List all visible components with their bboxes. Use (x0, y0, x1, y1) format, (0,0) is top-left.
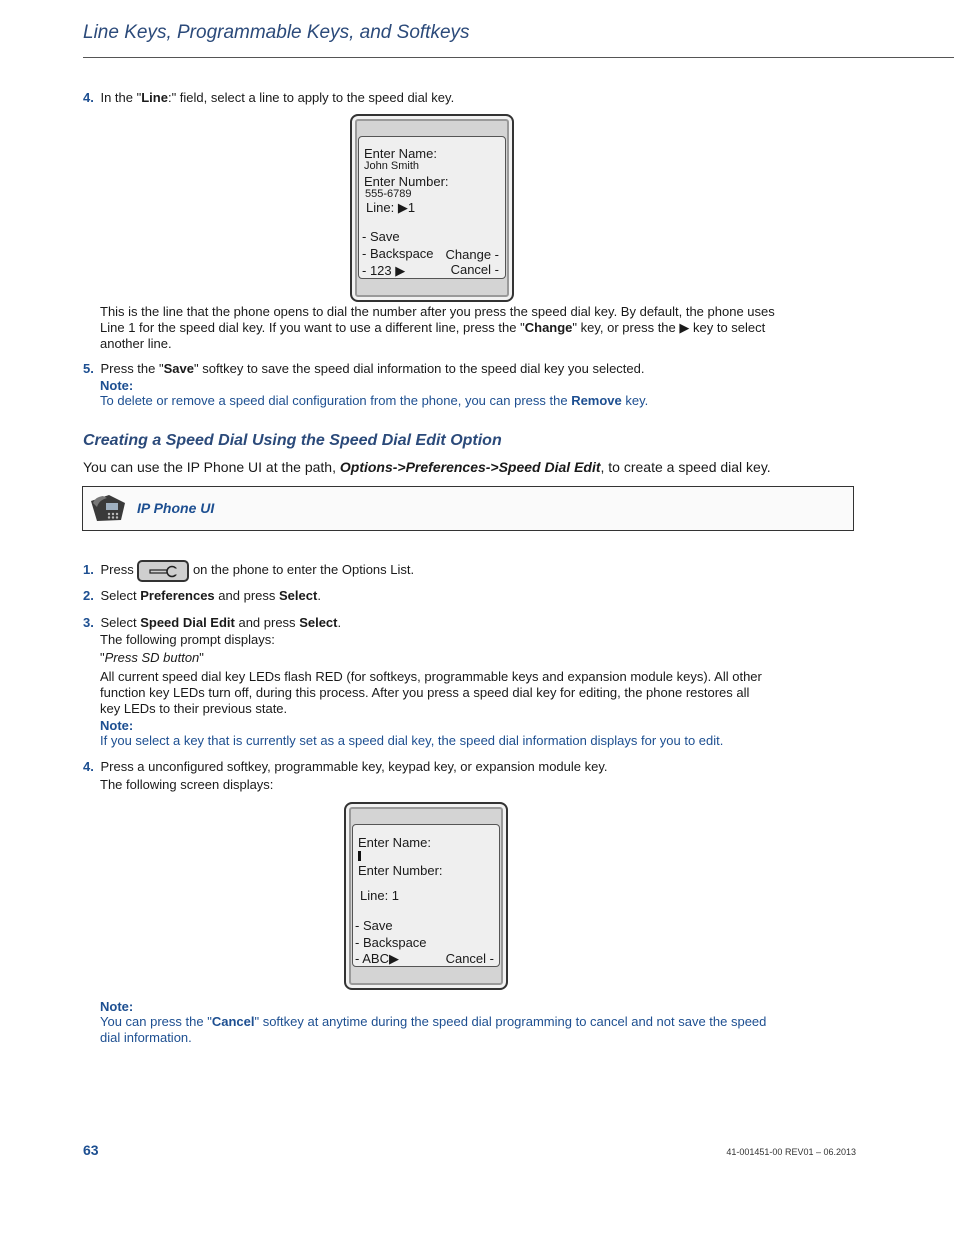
step-text: . (317, 588, 321, 603)
step-text: Select (100, 588, 141, 603)
prompt-text: Press SD button (104, 650, 200, 665)
desk-phone-icon (87, 493, 127, 523)
step-text: :" field, select a line to apply to the speed dial key. (167, 90, 455, 105)
step-text: Press the " (100, 361, 164, 376)
lcd-softkey-cancel: Cancel - (445, 951, 494, 966)
lcd-softkey-mode (362, 263, 405, 279)
lcd-mode-label: - ABC (355, 951, 389, 966)
lcd-line-row (366, 200, 415, 216)
step-number: 4. (83, 759, 94, 774)
step-number: 5. (83, 361, 94, 376)
lcd-enter-name: Enter Name: (364, 146, 437, 161)
step-text: on the phone to enter the Options List. (192, 562, 415, 577)
note-span: You can press the " (100, 1014, 212, 1029)
lcd-softkey-save: - Save (355, 918, 393, 933)
document-id: 41-001451-00 REV01 – 06.2013 (726, 1147, 856, 1157)
para-line: All current speed dial key LEDs flash RED (for softkeys, programmable keys and expansion module keys). All other (100, 669, 762, 684)
lcd-softkey-save: - Save (362, 229, 400, 244)
step-1-line (83, 559, 414, 582)
para-text: key to select (693, 320, 766, 335)
lcd-softkey-change: Change - (445, 247, 499, 262)
note-bold: Remove (571, 393, 622, 408)
lcd-softkey-backspace: - Backspace (362, 246, 434, 261)
step-number: 4. (83, 90, 94, 105)
right-arrow-icon: ▶ (388, 951, 399, 966)
section-intro (83, 459, 771, 475)
para-text: Line 1 for the speed dial key. If you want to use a different line, press the " (100, 320, 525, 335)
lcd-enter-number: Enter Number: (358, 863, 443, 878)
intro-text: , to create a speed dial key. (600, 459, 771, 475)
lcd-softkey-cancel: Cancel - (450, 262, 499, 277)
step-text: Select (100, 615, 141, 630)
step-3-prompt (100, 650, 204, 666)
lcd-enter-name: Enter Name: (358, 835, 431, 850)
page-number: 63 (83, 1142, 99, 1158)
step-bold: Select (279, 588, 318, 603)
ip-phone-ui-label: IP Phone UI (137, 500, 215, 516)
lcd-display (352, 824, 500, 967)
step-bold: Save (163, 361, 194, 376)
page-header-title: Line Keys, Programmable Keys, and Softkeys (83, 22, 470, 43)
step-number: 3. (83, 615, 94, 630)
right-arrow-icon: ▶ (395, 263, 406, 278)
step-4-line (83, 759, 608, 775)
header-divider (83, 57, 954, 58)
para-line (100, 320, 790, 336)
step-text: " softkey to save the speed dial information to the speed dial key you selected. (193, 361, 645, 376)
lcd-display (358, 136, 506, 279)
note-span: key. (621, 393, 649, 408)
para-line: another line. (100, 336, 172, 351)
step-bold: Preferences (140, 588, 215, 603)
step-bold: Speed Dial Edit (140, 615, 235, 630)
para-bold: Change (524, 320, 573, 335)
step-3-line (83, 615, 341, 631)
step-bold: Select (299, 615, 338, 630)
phone-screen-image (350, 114, 514, 302)
lcd-line-value: 1 (407, 200, 416, 215)
para-text: " key, or press the (572, 320, 676, 335)
note-text: If you select a key that is currently set as a speed dial key, the speed dial information displays for you to edit. (100, 733, 724, 748)
step-text: and press (214, 588, 279, 603)
note-span: " softkey at anytime during the speed dial programming to cancel and not save the speed (254, 1014, 767, 1029)
para-line: key LEDs to their previous state. (100, 701, 288, 716)
step-text: Press (100, 562, 134, 577)
options-key-button (137, 560, 189, 582)
para-line: This is the line that the phone opens to dial the number after you press the speed dial key. By default, the phone uses (100, 304, 775, 319)
step-3-led-paragraph (100, 669, 790, 717)
step-text: . (337, 615, 342, 630)
lcd-line-label: Line: (366, 200, 398, 215)
step-number: 2. (83, 588, 94, 603)
lcd-softkey-mode (355, 951, 399, 967)
note-label: Note: (100, 999, 134, 1014)
lcd-line-row: Line: 1 (360, 888, 400, 903)
step-bold: Line (141, 90, 168, 105)
note-label: Note: (100, 718, 134, 733)
step-text: Press a unconfigured softkey, programmable key, keypad key, or expansion module key. (100, 759, 608, 774)
quote: " (100, 650, 105, 665)
phone-screen-image (344, 802, 508, 990)
note-label: Note: (100, 378, 134, 393)
lcd-number-value: 555-6789 (365, 188, 412, 200)
note-text (100, 1014, 790, 1046)
lcd-enter-number: Enter Number: (364, 174, 449, 189)
lcd-softkey-backspace: - Backspace (355, 935, 427, 950)
wrench-icon (149, 565, 179, 578)
note-text (100, 393, 648, 409)
step-4-screen-intro: The following screen displays: (100, 777, 274, 792)
step-3-prompt-intro: The following prompt displays: (100, 632, 275, 647)
step-number: 1. (83, 562, 94, 577)
text-cursor (358, 851, 361, 861)
line-explanation (100, 304, 790, 352)
step-2-line (83, 588, 321, 604)
intro-path: Options->Preferences->Speed Dial Edit (339, 459, 601, 475)
right-arrow-icon: ▶ (679, 320, 690, 335)
step-text: and press (234, 615, 300, 630)
note-bold: Cancel (211, 1014, 255, 1029)
lcd-name-value: John Smith (364, 160, 420, 172)
note-line (100, 1014, 790, 1030)
intro-text: You can use the IP Phone UI at the path, (83, 459, 340, 475)
step-text: In the " (100, 90, 142, 105)
quote: " (199, 650, 204, 665)
note-span: To delete or remove a speed dial configuration from the phone, you can press the (100, 393, 572, 408)
ip-phone-ui-box (82, 486, 854, 531)
note-line: dial information. (100, 1030, 192, 1045)
step-5-line (83, 361, 644, 377)
right-arrow-icon: ▶ (397, 200, 408, 215)
para-line: function key LEDs turn off, during this process. After you press a speed dial key for editing, the phone restores all (100, 685, 750, 700)
lcd-mode-label: - 123 (362, 263, 392, 278)
step-4-line (83, 90, 454, 106)
section-title: Creating a Speed Dial Using the Speed Dial Edit Option (83, 432, 502, 449)
